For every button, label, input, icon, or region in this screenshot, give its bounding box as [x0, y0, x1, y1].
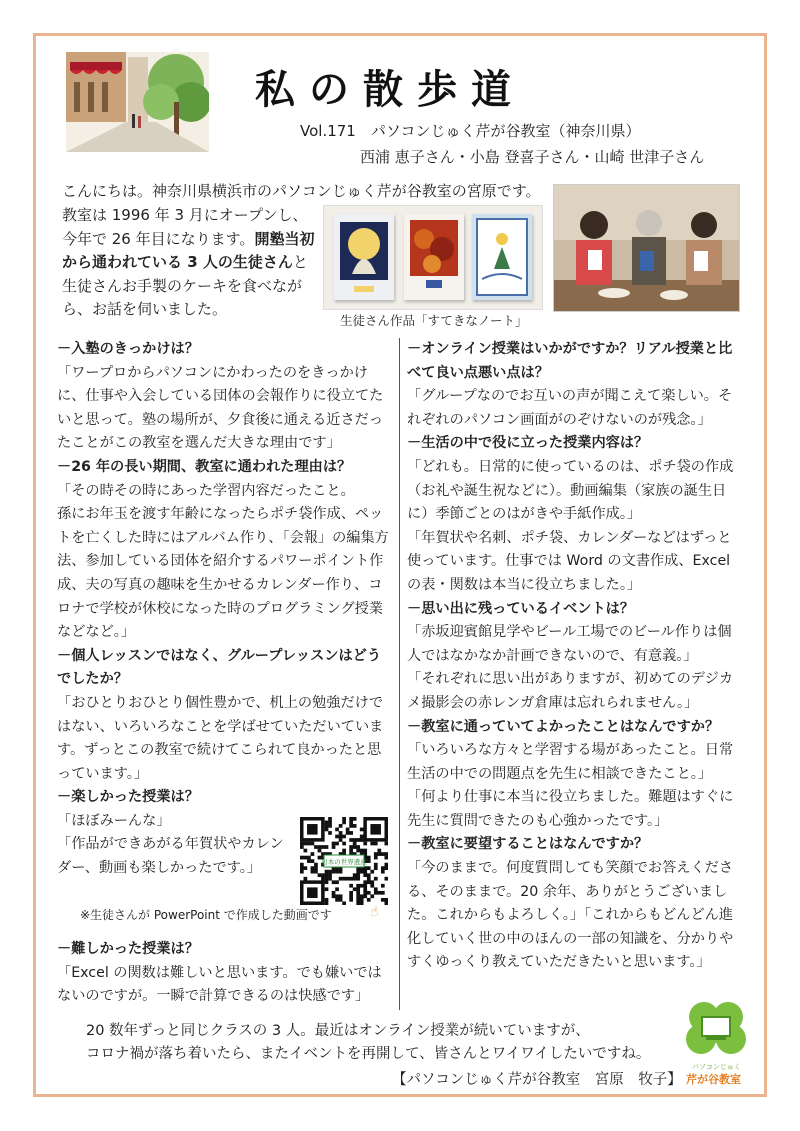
logo-text-bottom: 芹が谷教室	[686, 1073, 741, 1086]
pointing-hand-icon: ☝	[370, 904, 379, 920]
volume-line: Vol.171 パソコンじゅく芹が谷教室（神奈川県）	[300, 122, 641, 140]
intro-text	[62, 204, 317, 322]
intro-text-bold: 開塾当初から通われている 3 人の生徒さん	[62, 229, 315, 271]
qr-code-graphic	[300, 817, 388, 905]
question-heading: －難しかった授業は？	[57, 941, 199, 957]
question-heading: －教室に通っていてよかったことはなんですか？	[407, 718, 720, 735]
group-photo	[553, 184, 740, 312]
question-heading: －個人レッスンではなく、グループレッスンはどうでしたか？	[57, 647, 382, 688]
street-illustration	[66, 52, 209, 152]
answer-text: 「いろいろな方々と学習する場があったこと。日常生活の中での問題点を先生に相談できたこと。」	[407, 742, 734, 782]
intro-text-part1: 教室は 1996 年 3 月にオープンし、今年で 26 年目になります。	[62, 206, 308, 248]
answer-text: 「ワープロからパソコンにかわったのをきっかけに、仕事や入会している団体の会報作りに役立てたいと思って。塾の場所が、夕食後に通える近さだったことがこの教室を選んだ大きな理由です」	[57, 364, 384, 452]
page-title: 私の散歩道	[255, 66, 525, 113]
notebook-moon	[334, 214, 394, 300]
right-column	[407, 338, 742, 975]
intro-text-part2: と生徒さんお手製のケーキを食べながら、お話を伺いました。	[62, 253, 308, 318]
answer-text: 「どれも。日常的に使っているのは、ポチ袋の作成（お礼や誕生祝などに）。動画編集（家族の誕生日に）季節ごとのはがきや手紙作成。」	[407, 458, 734, 523]
closing-line-1: 20 数年ずっと同じクラスの 3 人。最近はオンライン授業が続いていますが、	[86, 1023, 590, 1039]
intro-greeting: こんにちは。神奈川県横浜市のパソコンじゅく芹が谷教室の宮原です。	[62, 182, 541, 200]
notebook-prince	[472, 214, 532, 300]
left-column-bottom	[57, 938, 392, 1009]
notebook-autumn	[404, 214, 464, 300]
question-heading: －オンライン授業はいかがですか？リアル授業と比べて良い点悪い点は？	[407, 341, 733, 381]
answer-text: 孫にお年玉を渡す年齢になったらポチ袋作成、ペットを亡くした時にはアルバム作り、「会報」の編集方法、参加している団体を紹介するパワーポイント作成、夫の写真の趣味を生かせるカレンダー作り、コロナで学校が休校になった時のプログラミング授業などなど。」	[57, 506, 389, 641]
answer-text: 「作品ができあがる年賀状やカレンダー、動画も楽しかったです。」	[57, 836, 284, 877]
question-heading: －26 年の長い期間、教室に通われた理由は？	[57, 458, 352, 475]
qr-code[interactable]	[300, 817, 388, 905]
question-heading: －教室に要望することはなんですか？	[407, 836, 649, 853]
question-heading: －生活の中で役に立った授業内容は？	[407, 435, 649, 452]
qr-caption: ※生徒さんが PowerPoint で作成した動画です	[80, 908, 332, 922]
answer-text: 「グループなのでお互いの声が聞こえて楽しい。それぞれのパソコン画面がのぞけないのが残念。」	[407, 388, 733, 428]
question-heading: －思い出に残っているイベントは？	[407, 600, 635, 617]
answer-text: 「赤坂迎賓館見学やビール工場でのビール作りは個人ではなかなか計画できないので、有意義。」	[407, 624, 732, 664]
question-heading: －楽しかった授業は？	[57, 789, 199, 806]
answer-text: 「何より仕事に本当に役立ちました。難題はすぐに先生に質問できたのも心強かったです。」	[407, 789, 734, 829]
answer-text: 「それぞれに思い出がありますが、初めてのデジカメ撮影会の赤レンガ倉庫は忘れられません。」	[407, 671, 734, 711]
interviewee-names: 西浦 恵子さん・小島 登喜子さん・山崎 世津子さん	[360, 148, 705, 166]
logo-text-top: パソコンじゅく	[692, 1063, 741, 1071]
notebook-photo	[323, 205, 543, 310]
qr-label: 日本の世界遺産	[321, 858, 367, 866]
notebook-caption: 生徒さん作品「すてきなノート」	[340, 313, 528, 328]
answer-text: 「年賀状や名刺、ポチ袋、カレンダーなどはずっと使っています。仕事では Word の文書作成、Excel の表・関数は本当に役立ちました。」	[407, 529, 732, 593]
answer-text: 「ほぼみーんな」	[57, 812, 171, 829]
question-heading: －入塾のきっかけは？	[57, 341, 199, 357]
answer-text: 「おひとりおひとり個性豊かで、机上の勉強だけではない、いろいろなことを学ばせていただいています。ずっとこの教室で続けてこられて良かったと思っています。」	[57, 694, 384, 782]
answer-text: 「今のままで。何度質問しても笑顔でお答えくださる、そのままで。20 余年、ありがとうございました。これからもよろしく。」「これからもどんどん進化していく世の中のほんの一部の知識を、分かりやすくゆっくり教えていただきたいと思います。」	[407, 860, 734, 971]
signature: 【パソコンじゅく芹が谷教室 宮原 牧子】	[392, 1072, 682, 1088]
answer-text: 「その時その時にあった学習内容だったこと。	[57, 482, 355, 499]
answer-text: 「Excel の関数は難しいと思います。でも嫌いではないのですが。一瞬で計算できるのは快感です」	[57, 964, 382, 1005]
closing-message	[86, 1020, 650, 1066]
closing-line-2: コロナ禍が落ち着いたら、またイベントを再開して、皆さんとワイワイしたいですね。	[86, 1046, 651, 1062]
left-column	[57, 338, 392, 881]
column-divider	[399, 338, 400, 1010]
